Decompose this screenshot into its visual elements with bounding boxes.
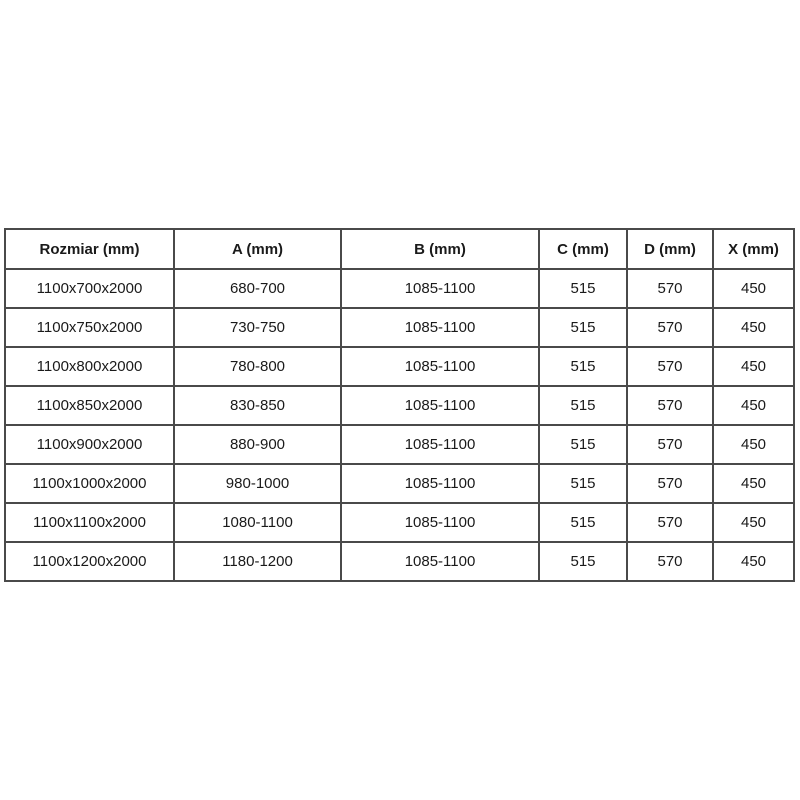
- table-cell: 880-900: [174, 425, 341, 464]
- table-cell: 1085-1100: [341, 542, 539, 581]
- table-header-row: [5, 229, 794, 269]
- table-cell: 450: [713, 386, 794, 425]
- table-cell: 830-850: [174, 386, 341, 425]
- table-header-cell: A (mm): [174, 229, 341, 269]
- table-row: [5, 503, 794, 542]
- table-cell: 515: [539, 425, 627, 464]
- table-cell: 1100x800x2000: [5, 347, 174, 386]
- table-row: [5, 269, 794, 308]
- table-cell: 1085-1100: [341, 464, 539, 503]
- table-cell: 515: [539, 542, 627, 581]
- table-header-cell: Rozmiar (mm): [5, 229, 174, 269]
- table-cell: 450: [713, 347, 794, 386]
- table-cell: 1100x750x2000: [5, 308, 174, 347]
- table-header-cell: D (mm): [627, 229, 713, 269]
- table-cell: 515: [539, 308, 627, 347]
- table-cell: 515: [539, 503, 627, 542]
- table-cell: 570: [627, 386, 713, 425]
- table-row: [5, 425, 794, 464]
- table-cell: 450: [713, 503, 794, 542]
- table-cell: 1100x1100x2000: [5, 503, 174, 542]
- table-cell: 980-1000: [174, 464, 341, 503]
- table-cell: 1085-1100: [341, 308, 539, 347]
- size-spec-table: [4, 228, 795, 582]
- table-cell: 570: [627, 425, 713, 464]
- table-cell: 1100x1000x2000: [5, 464, 174, 503]
- table-cell: 515: [539, 386, 627, 425]
- table-cell: 1085-1100: [341, 269, 539, 308]
- table-body: [5, 269, 794, 581]
- table-cell: 680-700: [174, 269, 341, 308]
- table-row: [5, 542, 794, 581]
- table-cell: 1180-1200: [174, 542, 341, 581]
- table-cell: 570: [627, 464, 713, 503]
- table-row: [5, 464, 794, 503]
- table-cell: 1100x700x2000: [5, 269, 174, 308]
- table-cell: 570: [627, 308, 713, 347]
- table-header-cell: B (mm): [341, 229, 539, 269]
- table-cell: 1080-1100: [174, 503, 341, 542]
- table-cell: 570: [627, 503, 713, 542]
- table-cell: 450: [713, 308, 794, 347]
- table-cell: 450: [713, 464, 794, 503]
- table-header-cell: X (mm): [713, 229, 794, 269]
- table-cell: 450: [713, 542, 794, 581]
- table-row: [5, 386, 794, 425]
- table-cell: 1100x900x2000: [5, 425, 174, 464]
- table-cell: 515: [539, 347, 627, 386]
- table-cell: 570: [627, 347, 713, 386]
- table-row: [5, 308, 794, 347]
- table-cell: 780-800: [174, 347, 341, 386]
- table-cell: 570: [627, 269, 713, 308]
- table-cell: 515: [539, 269, 627, 308]
- table-row: [5, 347, 794, 386]
- table-cell: 450: [713, 425, 794, 464]
- table-cell: 1100x850x2000: [5, 386, 174, 425]
- table-cell: 1100x1200x2000: [5, 542, 174, 581]
- table-header-cell: C (mm): [539, 229, 627, 269]
- table-cell: 1085-1100: [341, 386, 539, 425]
- table-cell: 1085-1100: [341, 347, 539, 386]
- table-cell: 730-750: [174, 308, 341, 347]
- table-cell: 450: [713, 269, 794, 308]
- table-cell: 1085-1100: [341, 503, 539, 542]
- table-cell: 570: [627, 542, 713, 581]
- table-cell: 1085-1100: [341, 425, 539, 464]
- table-cell: 515: [539, 464, 627, 503]
